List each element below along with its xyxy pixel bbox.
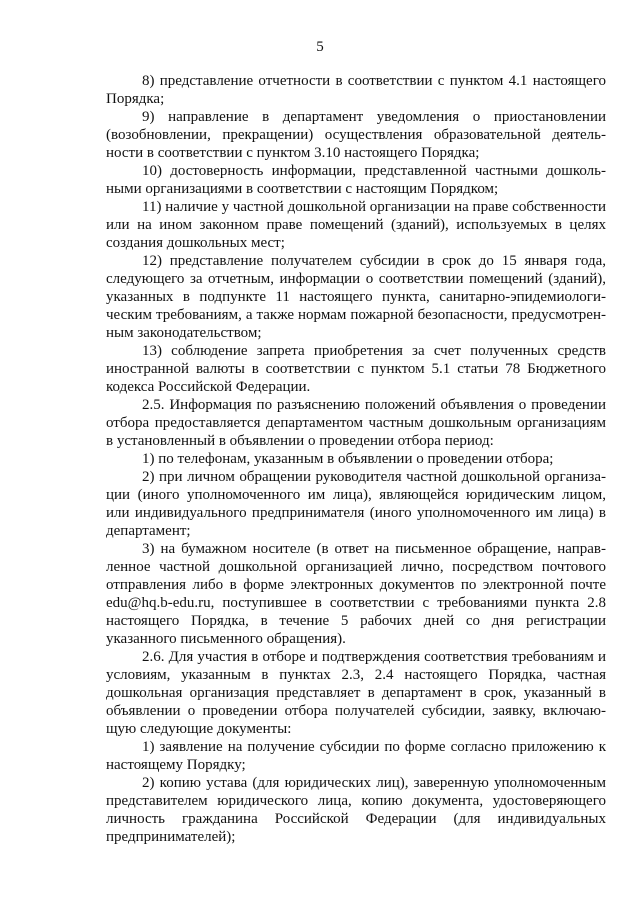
page-number: 5 [316, 39, 324, 55]
paragraph-item-11: 11) наличие у частной дошкольной организации на праве собственности или на ином законном праве помещений (зданий), используемых в целях создания дошкольных мест; [106, 199, 606, 251]
paragraph-section-2-5: 2.5. Информация по разъяснению положений объявления о проведении отбора предоставляется департаментом частным дошкольным организациям в установленный в объявлении о проведении отбора период: [106, 397, 606, 449]
paragraph-item-13: 13) соблюдение запрета приобретения за счет полученных средств иностранной валюты в соответствии с пунктом 5.1 статьи 78 Бюджетного кодекса Российской Федерации. [106, 343, 606, 395]
paragraph-item-9: 9) направление в департамент уведомления о приостановлении (возобновлении, прекращении) осуществления образовательной деятельности в соответствии с пунктом 3.10 настоящего Порядка; [106, 109, 606, 161]
paragraph-item-10: 10) достоверность информации, представленной частными дошкольными организациями в соответствии с настоящим Порядком; [106, 163, 606, 197]
paragraph-2-5-item-2: 2) при личном обращении руководителя частной дошкольной организации (иного уполномоченного им лица), являющейся юридическим лицом, или индивидуального предпринимателя (иного уполномоченного им лица) в департамент; [106, 469, 606, 539]
paragraph-section-2-6: 2.6. Для участия в отборе и подтверждения соответствия требованиям и условиям, указанным в пунктах 2.3, 2.4 настоящего Порядка, частная дошкольная организация представляет в департамент в срок, указанный в объявлении о проведении отбора получателей субсидии, заявку, включающую следующие документы: [106, 649, 606, 737]
paragraph-item-12: 12) представление получателем субсидии в срок до 15 января года, следующего за отчетным, информации о соответствии помещений (зданий), указанных в подпункте 11 настоящего пункта, санитарно-эпидемиологическим требованиям, а также нормам пожарной безопасности, предусмотренным законодательством; [106, 253, 606, 341]
paragraph-item-8: 8) представление отчетности в соответствии с пунктом 4.1 настоящего Порядка; [106, 73, 606, 107]
paragraph-2-6-item-1: 1) заявление на получение субсидии по форме согласно приложению к настоящему Порядку; [106, 739, 606, 773]
document-body [106, 72, 606, 846]
paragraph-2-5-item-3: 3) на бумажном носителе (в ответ на письменное обращение, направленное частной дошкольной организацией лично, посредством почтового отправления либо в форме электронных документов по электронной почте edu@hq.b-edu.ru, поступившее в соответствии с требованиями пункта 2.8 настоящего Порядка, в течение 5 рабочих дней со дня регистрации указанного письменного обращения). [106, 541, 606, 647]
paragraph-2-6-item-2: 2) копию устава (для юридических лиц), заверенную уполномоченным представителем юридического лица, копию документа, удостоверяющего личность гражданина Российской Федерации (для индивидуальных предпринимателей); [106, 775, 606, 845]
paragraph-2-5-item-1: 1) по телефонам, указанным в объявлении о проведении отбора; [142, 451, 554, 467]
